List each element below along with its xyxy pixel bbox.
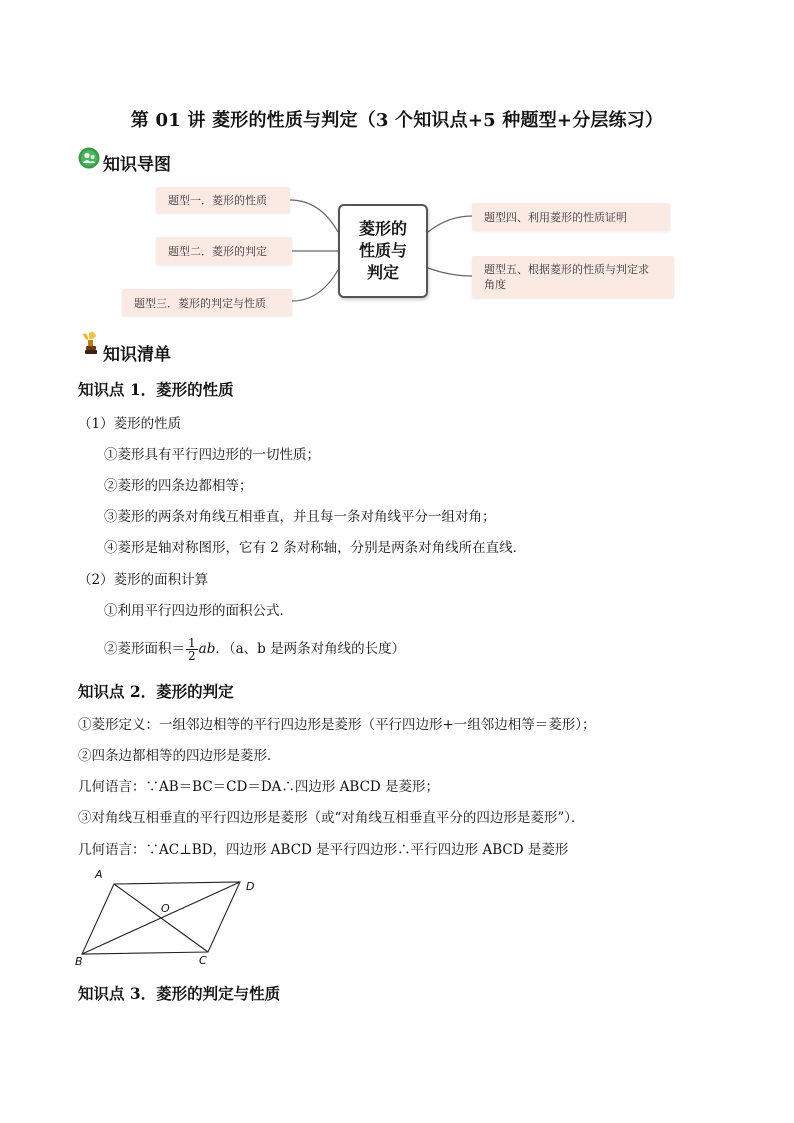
trophy-icon — [80, 330, 102, 356]
center-label-o: O — [161, 902, 170, 915]
kp1-sub1: （1）菱形的性质 — [78, 416, 182, 432]
kp2-heading: 知识点 2．菱形的判定 — [78, 682, 234, 701]
section-guide-heading: 知识导图 — [103, 155, 171, 175]
vertex-label-b: B — [75, 955, 83, 968]
mindmap-node-type3: 题型三．菱形的判定与性质 — [122, 289, 292, 316]
page-title: 第 01 讲 菱形的性质与判定（3 个知识点+5 种题型+分层练习） — [130, 110, 664, 131]
kp1-sub2: （2）菱形的面积计算 — [78, 572, 209, 588]
kp1-item-3: ③菱形的两条对角线互相垂直，并且每一条对角线平分一组对角； — [104, 509, 496, 525]
kp3-heading: 知识点 3．菱形的判定与性质 — [78, 984, 281, 1003]
mindmap-center-line1: 菱形的 — [358, 219, 407, 238]
kp1-item-2: ②菱形的四条边都相等； — [104, 478, 253, 494]
kp1-area-2-var: ab — [198, 641, 216, 657]
mindmap-center-line2: 性质与 — [358, 241, 407, 260]
mindmap-node-type1: 题型一．菱形的性质 — [156, 187, 290, 213]
vertex-label-a: A — [95, 868, 103, 881]
kp2-line-3: 几何语言：∵AB＝BC＝CD＝DA∴四边形 ABCD 是菱形； — [78, 779, 440, 795]
kp1-area-2-prefix: ②菱形面积＝ — [104, 641, 185, 657]
kp2-line-2: ②四条边都相等的四边形是菱形． — [78, 748, 281, 764]
kp1-area-2-suffix: ．（a、b 是两条对角线的长度） — [215, 641, 406, 657]
fraction-one-half — [186, 637, 198, 662]
rhombus-figure — [70, 866, 270, 970]
kp2-line-4: ③对角线互相垂直的平行四边形是菱形（或“对角线互相垂直平分的四边形是菱形”）． — [78, 810, 585, 826]
kp1-heading: 知识点 1．菱形的性质 — [78, 380, 234, 399]
mindmap-node-type4: 题型四、利用菱形的性质证明 — [472, 203, 670, 231]
mindmap-node-type2: 题型二．菱形的判定 — [156, 237, 292, 265]
section-list-heading: 知识清单 — [103, 345, 171, 365]
kp1-area-2 — [104, 637, 405, 662]
mindmap-center-node — [338, 204, 428, 298]
fraction-denominator: 2 — [188, 649, 196, 663]
vertex-label-d: D — [246, 880, 255, 893]
mindmap-node-type5: 题型五、根据菱形的性质与判定求角度 — [472, 256, 674, 298]
kp1-area-1: ①利用平行四边形的面积公式． — [104, 603, 293, 619]
fraction-numerator: 1 — [188, 636, 196, 650]
mindmap-center-line3: 判定 — [366, 263, 399, 282]
rhombus-diagram — [70, 866, 270, 970]
kp2-line-1: ①菱形定义：一组邻边相等的平行四边形是菱形（平行四边形+一组邻边相等＝菱形）； — [78, 717, 596, 733]
kp2-line-5: 几何语言：∵AC⊥BD，四边形 ABCD 是平行四边形∴平行四边形 ABCD 是菱形 — [78, 842, 569, 858]
kp1-item-1: ①菱形具有平行四边形的一切性质； — [104, 447, 320, 463]
kp1-item-4: ④菱形是轴对称图形，它有 2 条对称轴，分别是两条对角线所在直线． — [104, 540, 527, 556]
vertex-label-c: C — [199, 954, 207, 967]
